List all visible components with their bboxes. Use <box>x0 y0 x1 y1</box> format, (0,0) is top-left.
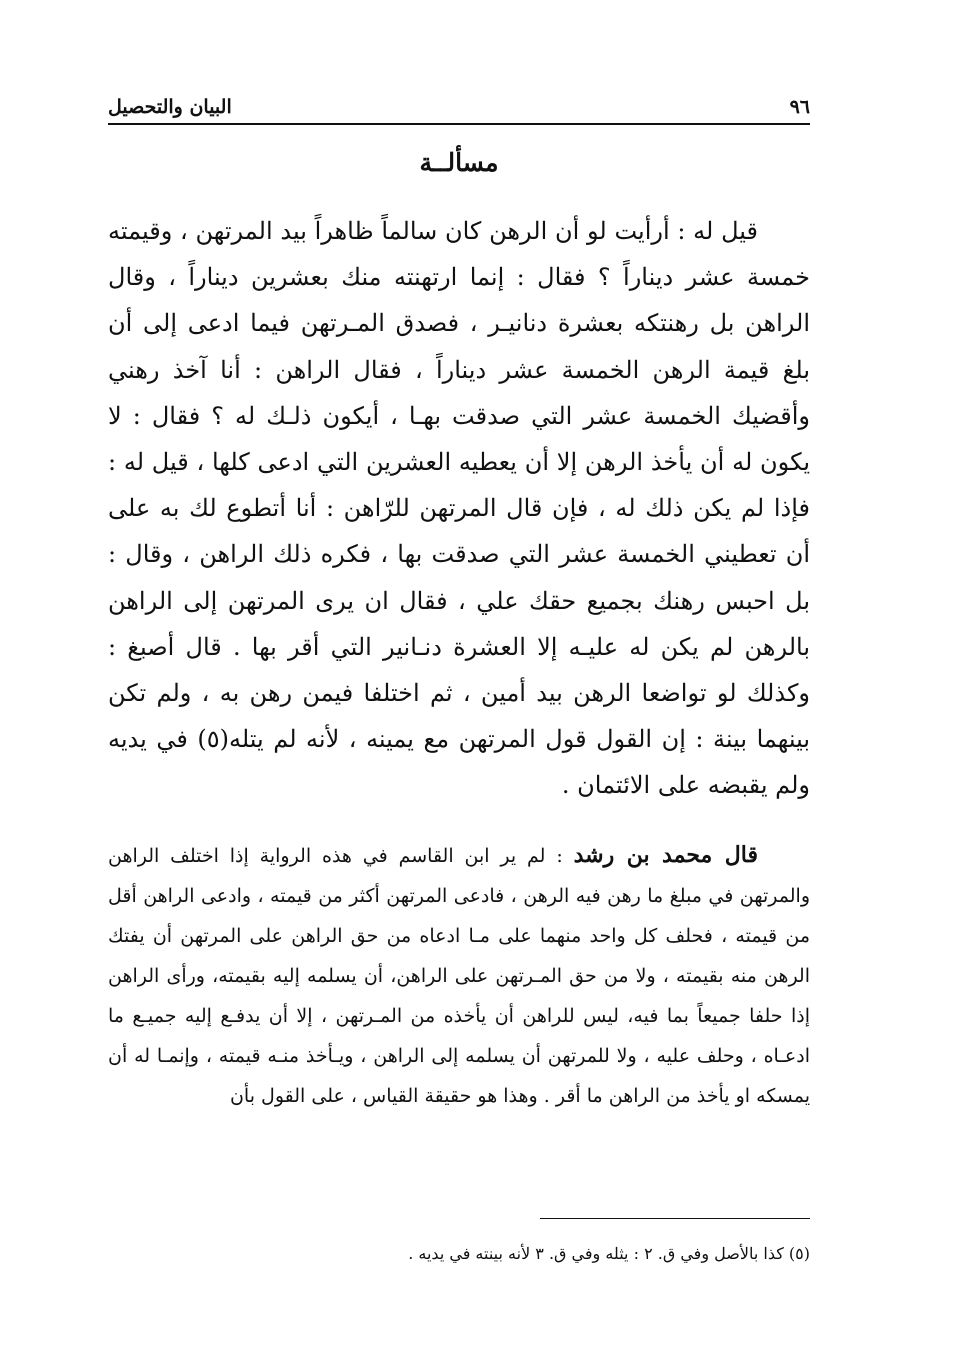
footnote-divider <box>540 1218 810 1219</box>
section-title: مسألــة <box>419 148 499 177</box>
commentary-lead: قال محمد بن رشد <box>573 842 758 868</box>
running-header <box>108 92 810 122</box>
book-page <box>108 78 810 1338</box>
commentary-body: : لم ير ابن القاسم في هذه الرواية إذا اختلف الراهن والمرتهن في مبلغ ما رهن فيه الرهن ، فادعى المرتهن أكثر من قيمته ، وادعى الراهن أقل من قيمته ، فحلف كل واحد منهما على مـا ادعاه من حق الراهن على المرتهن أن يفتك الرهن منه بقيمته ، ولا من حق المـرتهن على الراهن، أن يسلمه إليه بقيمته، ورأى الراهن إذا حلفا جميعاً بما فيه، ليس للراهن أن يأخذه من المـرتهن ، إلا أن يدفـع إليه جميـع ما ادعـاه ، وحلف عليه ، ولا للمرتهن أن يسلمه إلى الراهن ، ويـأخذ منـه قيمته ، وإنمـا له أن يمسكه او يأخذ من الراهن ما أقر . وهذا هو حقيقة القياس ، على القول بأن <box>108 845 810 1107</box>
main-text-body: قيل له : أرأيت لو أن الرهن كان سالماً ظاهراً بيد المرتهن ، وقيمته خمسة عشر ديناراً ؟ فقال : إنما ارتهنته منك بعشرين ديناراً ، وقال الراهن بل رهنتكه بعشرة دنانيـر ، فصدق المـرتهن فيما ادعى إلى أن بلغ قيمة الرهن الخمسة عشر ديناراً ، فقال الراهن : أنا آخذ رهني وأقضيك الخمسة عشر التي صدقت بهـا ، أيكون ذلـك له ؟ فقال : لا يكون له أن يأخذ الرهن إلا أن يعطيه العشرين التي ادعى كلها ، قيل له : فإذا لم يكن ذلك له ، فإن قال المرتهن للرّاهن : أنا أتطوع لك به على أن تعطيني الخمسة عشر التي صدقت بها ، فكره ذلك الراهن ، وقال : بل احبس رهنك بجميع حقك علي ، فقال ان يرى المرتهن إلى الراهن بالرهن لم يكن له عليـه إلا العشرة دنـانير التي أقر بها . قال أصبغ : وكذلك لو تواضعا الرهن بيد أمين ، ثم اختلفا فيمن رهن به ، ولم تكن بينهما بينة : إن القول قول المرتهن مع يمينه ، لأنه لم يتله(٥) في يديه ولم يقبضه على الائتمان . <box>108 217 810 800</box>
book-title: البيان والتحصيل <box>108 96 232 118</box>
main-text <box>108 208 810 809</box>
commentary <box>108 835 810 1116</box>
page-number: ٩٦ <box>789 96 810 118</box>
header-divider <box>108 123 810 125</box>
footnote: (٥) كذا بالأصل وفي ق. ٢ : يثله وفي ق. ٣ لأنه بينته في يديه . <box>408 1244 810 1263</box>
